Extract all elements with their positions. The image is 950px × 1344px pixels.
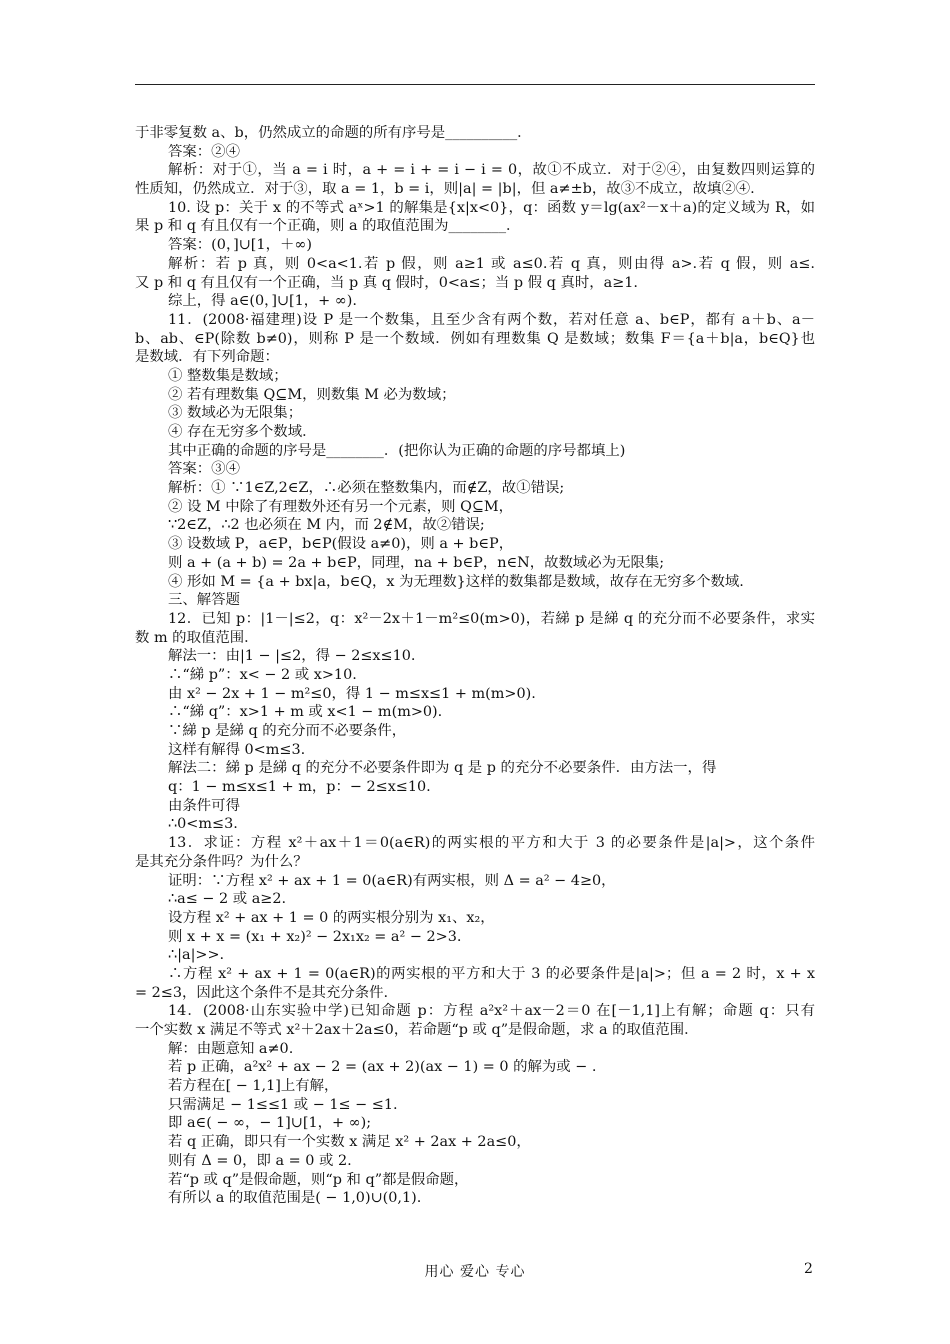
text-line: 一个实数 x 满足不等式 x²＋2ax＋2a≤0，若命题“p 或 q”是假命题，求 a 的取值范围． [135, 1022, 699, 1038]
text-line: 若 p 正确，a²x² + ax − 2 = (ax + 2)(ax − 1) = 0 的解为或 − . [168, 1059, 597, 1076]
text-line: ① 整数集是数域； [168, 367, 288, 384]
text-line: 数 m 的取值范围． [135, 629, 259, 646]
text-line: 则有 Δ = 0，即 a = 0 或 2. [168, 1152, 352, 1169]
text-line: 若“p 或 q”是假命题，则“p 和 q”都是假命题， [168, 1171, 469, 1188]
text-line: 14．(2008·山东实验中学)已知命题 p：方程 a²x²＋ax－2＝0 在[－1,1]上有解；命题 q：只有 [168, 1003, 815, 1020]
text-line: 由条件可得 [168, 797, 240, 814]
text-line: 只需满足 − 1≤≤1 或 − 1≤ − ≤1. [168, 1096, 398, 1113]
text-line: 解析：对于①，当 a = i 时，a + = i + = i − i = 0，故①不成立．对于②④，由复数四则运算的 [168, 162, 815, 179]
text-line: 10. 设 p：关于 x 的不等式 aˣ>1 的解集是{x|x<0}，q：函数 y＝lg(ax²－x＋a)的定义域为 R，如 [168, 199, 815, 216]
text-line: ∴“綈 q”：x>1 + m 或 x<1 − m(m>0). [168, 704, 443, 721]
text-line: 则 a + (a + b) = 2a + b∈P，同理，na + b∈P，n∈N，故数域必为无限集; [168, 554, 665, 571]
text-line: b、ab、∈P(除数 b≠0)，则称 P 是一个数域．例如有理数集 Q 是数域；数集 F＝{a＋b|a，b∈Q}也 [135, 330, 815, 347]
text-line: ∴a≤ − 2 或 a≥2. [168, 891, 287, 908]
text-line: 又 p 和 q 有且仅有一个正确，当 p 真 q 假时，0<a≤；当 p 假 q 真时，a≥1. [135, 274, 638, 291]
text-line: 11．(2008·福建理)设 P 是一个数集，且至少含有两个数，若对任意 a、b∈P，都有 a＋b、a－ [168, 311, 815, 328]
text-line: 即 a∈( − ∞，− 1]∪[1，+ ∞); [168, 1115, 372, 1132]
page-footer: 用心 爱心 专心 [424, 1264, 526, 1280]
text-line: ∴方程 x² + ax + 1 = 0(a∈R)的两实根的平方和大于 3 的必要条件是|a|>；但 a = 2 时，x + x [168, 965, 815, 982]
page-number: 2 [804, 1261, 813, 1277]
text-line: 解析：若 p 真，则 0<a<1.若 p 假，则 a≥1 或 a≤0.若 q 真，则由得 a>.若 q 假，则 a≤. [168, 255, 815, 272]
text-line: 这样有解得 0<m≤3. [168, 741, 306, 758]
text-line: = 2≤3，因此这个条件不是其充分条件. [135, 984, 389, 1001]
document-body [135, 124, 815, 1208]
text-line: q：1 − m≤x≤1 + m，p：− 2≤x≤10. [168, 779, 431, 796]
text-line: ② 设 M 中除了有理数外还有另一个元素，则 Q⊆M， [168, 498, 514, 515]
text-line: 解析：① ∵1∈Z,2∈Z，∴必须在整数集内，而∉Z，故①错误; [168, 480, 565, 497]
text-line: ∴0<m≤3. [168, 816, 238, 833]
text-line: 性质知，仍然成立．对于③，取 a = 1，b = i，则|a| = |b|，但 a≠±b，故③不成立，故填②④. [135, 181, 755, 198]
text-line: 证明：∵方程 x² + ax + 1 = 0(a∈R)有两实根，则 Δ = a² − 4≥0， [168, 872, 616, 889]
text-line: 设方程 x² + ax + 1 = 0 的两实根分别为 x₁、x₂， [168, 909, 495, 926]
text-line: ④ 形如 M = {a + bx|a，b∈Q，x 为无理数}这样的数集都是数域，故存在无穷多个数域. [168, 573, 744, 590]
text-line: 解：由题意知 a≠0. [168, 1040, 294, 1057]
header-rule [135, 84, 815, 85]
text-line: 12．已知 p：|1－|≤2，q：x²－2x＋1－m²≤0(m>0)，若綈 p 是綈 q 的充分而不必要条件，求实 [168, 610, 815, 627]
text-line: ② 若有理数集 Q⊆M，则数集 M 必为数域； [168, 386, 456, 403]
text-line: 综上，得 a∈(0，]∪[1，+ ∞). [168, 293, 357, 310]
text-line: ∵2∈Z，∴2 也必须在 M 内，而 2∉M，故②错误; [168, 517, 485, 534]
text-line: ∴|a|>>. [168, 947, 225, 964]
text-line: 果 p 和 q 有且仅有一个正确，则 a 的取值范围为________． [135, 218, 521, 235]
text-line: 于非零复数 a、b，仍然成立的命题的所有序号是__________． [135, 125, 532, 141]
text-line: 有所以 a 的取值范围是( − 1,0)∪(0,1). [168, 1190, 422, 1207]
text-line: 是数域．有下列命题： [135, 349, 279, 366]
text-line: 解法二：綈 p 是綈 q 的充分不必要条件即为 q 是 p 的充分不必要条件．由方法一，得 [168, 760, 717, 777]
text-line: 若 q 正确，即只有一个实数 x 满足 x² + 2ax + 2a≤0， [168, 1134, 531, 1151]
text-line: ③ 设数域 P，a∈P，b∈P(假设 a≠0)，则 a + b∈P， [168, 536, 514, 553]
text-line: 答案：③④ [168, 461, 240, 478]
text-line: 由 x² − 2x + 1 − m²≤0，得 1 − m≤x≤1 + m(m>0). [168, 685, 536, 702]
text-line: ∴“綈 p”：x< − 2 或 x>10. [168, 666, 357, 683]
text-line: 其中正确的命题的序号是________．(把你认为正确的命题的序号都填上) [168, 442, 626, 459]
text-line: ④ 存在无穷多个数域． [168, 424, 317, 440]
text-line: 是其充分条件吗？为什么？ [135, 853, 308, 870]
text-line: 答案：②④ [168, 143, 240, 160]
text-line: 若方程在[ − 1,1]上有解， [168, 1078, 339, 1095]
text-line: 13．求证：方程 x²＋ax＋1＝0(a∈R)的两实根的平方和大于 3 的必要条件是|a|>，这个条件 [168, 835, 815, 852]
text-line: 解法一：由|1 − |≤2，得 − 2≤x≤10. [168, 648, 416, 665]
text-line: 答案：(0，]∪[1，＋∞) [168, 237, 312, 254]
text-line: 则 x + x = (x₁ + x₂)² − 2x₁x₂ = a² − 2>3. [168, 928, 462, 945]
text-line: ∵綈 p 是綈 q 的充分而不必要条件， [168, 723, 407, 739]
text-line: ③ 数域必为无限集； [168, 405, 303, 422]
text-line: 三、解答题 [168, 592, 240, 609]
